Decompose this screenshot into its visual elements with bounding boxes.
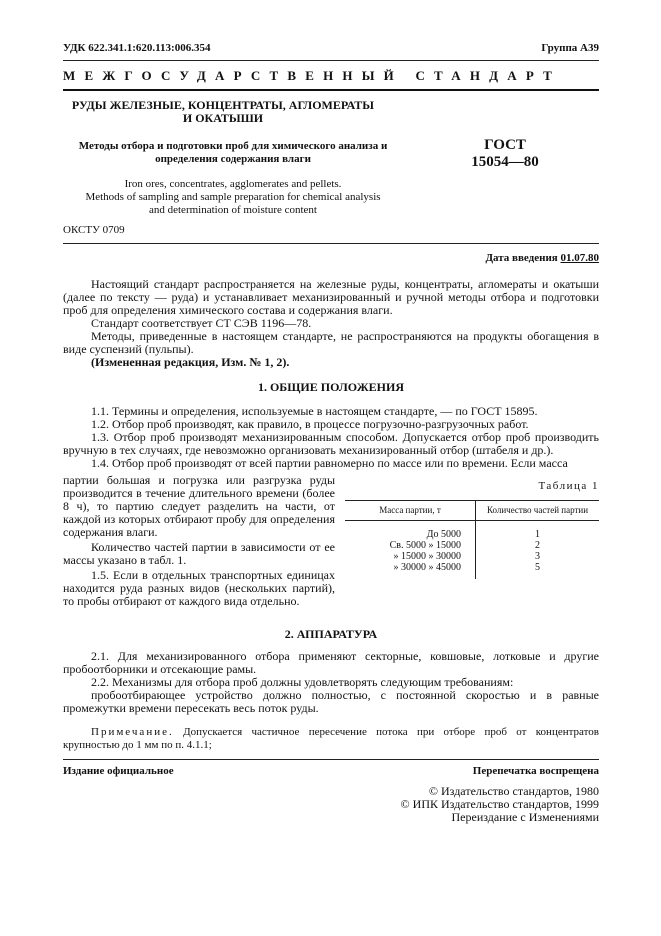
document-subtitle [63, 140, 403, 166]
clause-1-4-continued: партии большая и погрузка или разгрузка руды производится в течение длительного времени (более 8 ч), то партию следует разделить на части, от каждой из которых отбирают пробу для определения содержания влаги. [63, 473, 335, 539]
table-cell-mass: Св. 5000 » 15000 [389, 540, 461, 551]
table-row [345, 562, 599, 579]
section-2-note [63, 726, 599, 752]
copyright-1980: © Издательство стандартов, 1980 [428, 784, 599, 798]
scope-exclusion: Методы, приведенные в настоящем стандарте, не распространяются на продукты обогащения в виде суспензий (пульпы). [63, 329, 599, 356]
table-cell-mass: » 30000 » 45000 [393, 562, 461, 573]
effective-date [485, 252, 599, 264]
gost-label: ГОСТ [484, 137, 526, 153]
english-title-line-1: Iron ores, concentrates, agglomerates and pellets. [124, 178, 342, 190]
gost-code: 15054—80 [471, 154, 539, 170]
section-2-body [63, 650, 599, 715]
clause-1-2: 1.2. Отбор проб производят, как правило, в процессе погрузочно-разгрузочных работ. [91, 417, 529, 431]
table-cell-count: 3 [476, 551, 600, 562]
table-cell-count: 1 [476, 521, 600, 541]
title-line-2: И ОКАТЫШИ [182, 111, 264, 125]
banner-rule [63, 89, 599, 91]
effective-date-label: Дата введения [485, 252, 558, 264]
note-label: Примечание. [91, 726, 174, 738]
document-title [63, 99, 383, 125]
section-1-body [63, 405, 599, 470]
copyright-1999: © ИПК Издательство стандартов, 1999 [400, 797, 599, 811]
section-1-heading: 1. ОБЩИЕ ПОЛОЖЕНИЯ [257, 380, 405, 394]
english-title-line-3: and determination of moisture content [148, 204, 317, 216]
section-2-heading: 2. АППАРАТУРА [284, 627, 378, 641]
table-row [345, 521, 599, 541]
english-title-line-2: Methods of sampling and sample preparation for chemical analysis [85, 191, 381, 203]
official-edition: Издание официальное [63, 765, 174, 777]
table-1-col-count: Количество частей партии [476, 501, 600, 521]
intro-section [63, 278, 599, 369]
title-rule [63, 243, 599, 244]
title-line-1: РУДЫ ЖЕЛЕЗНЫЕ, КОНЦЕНТРАТЫ, АГЛОМЕРАТЫ [71, 98, 375, 112]
gost-number [455, 137, 555, 171]
reprint-notice: Перепечатка воспрещена [472, 765, 599, 777]
udk-code: УДК 622.341.1:620.113:006.354 [63, 42, 211, 54]
table-row [345, 551, 599, 562]
table-row [345, 540, 599, 551]
note-text: Допускается частичное пересечение потока при отборе проб от концентратов крупностью до 1 мм по п. 4.1.1; [63, 726, 599, 751]
effective-date-value: 01.07.80 [560, 252, 599, 264]
sev-reference: Стандарт соответствует СТ СЭВ 1196—78. [91, 316, 312, 330]
clause-2-1: 2.1. Для механизированного отбора применяют секторные, ковшовые, лотковые и другие пробоотборники и отсекающие рамы. [63, 649, 599, 676]
oksu-code: ОКСТУ 0709 [63, 224, 125, 236]
reissue-note: Переиздание с Изменениями [451, 810, 599, 824]
table-1-caption: Таблица 1 [538, 480, 599, 492]
table-1 [345, 500, 599, 579]
clause-1-5: 1.5. Если в отдельных транспортных единицах находится руда разных видов (нескольких партий), то пробы отбирают от каждого вида отдельно. [63, 568, 335, 608]
clause-1-1: 1.1. Термины и определения, используемые в настоящем стандарте, — по ГОСТ 15895. [91, 404, 538, 418]
section-1-left-column [63, 474, 335, 608]
table-cell-count: 5 [476, 562, 600, 579]
clause-1-4-table-ref: Количество частей партии в зависимости от ее массы указано в табл. 1. [63, 540, 335, 567]
table-cell-mass: » 15000 » 30000 [393, 551, 461, 562]
clause-2-2: 2.2. Механизмы для отбора проб должны удовлетворять следующим требованиям: [91, 675, 514, 689]
table-cell-count: 2 [476, 540, 600, 551]
clause-1-3: 1.3. Отбор проб производят механизированным способом. Допускается отбор проб производить вручную в тех случаях, где невозможно организовать механизированный отбор (штабеля и др.). [63, 430, 599, 457]
clause-1-4: 1.4. Отбор проб производят от всей партии равномерно по массе или по времени. Если масса [91, 456, 568, 470]
table-cell-mass: До 5000 [426, 529, 461, 540]
footer-rule [63, 759, 599, 760]
subtitle-line-2: определения содержания влаги [155, 153, 311, 165]
table-1-col-mass: Масса партии, т [379, 505, 441, 515]
intro-paragraph: Настоящий стандарт распространяется на железные руды, концентраты, агломераты и окатыши (далее по тексту — руда) и устанавливает механизированный и ручной методы отбора и подготовки проб для определения химического состава и содержания влаги. [63, 277, 599, 317]
amendment-note: (Измененная редакция, Изм. № 1, 2). [91, 355, 290, 369]
group-code: Группа А39 [541, 42, 599, 54]
standard-banner: МЕЖГОСУДАРСТВЕННЫЙ СТАНДАРТ [63, 68, 562, 83]
header-rule [63, 60, 599, 61]
copyright-block [401, 785, 599, 824]
english-title [63, 178, 403, 217]
clause-2-2-requirement: пробоотбирающее устройство должно полностью, с постоянной скоростью и в равные промежутки времени пересекать весь поток руды. [63, 688, 599, 715]
subtitle-line-1: Методы отбора и подготовки проб для химического анализа и [78, 140, 388, 152]
